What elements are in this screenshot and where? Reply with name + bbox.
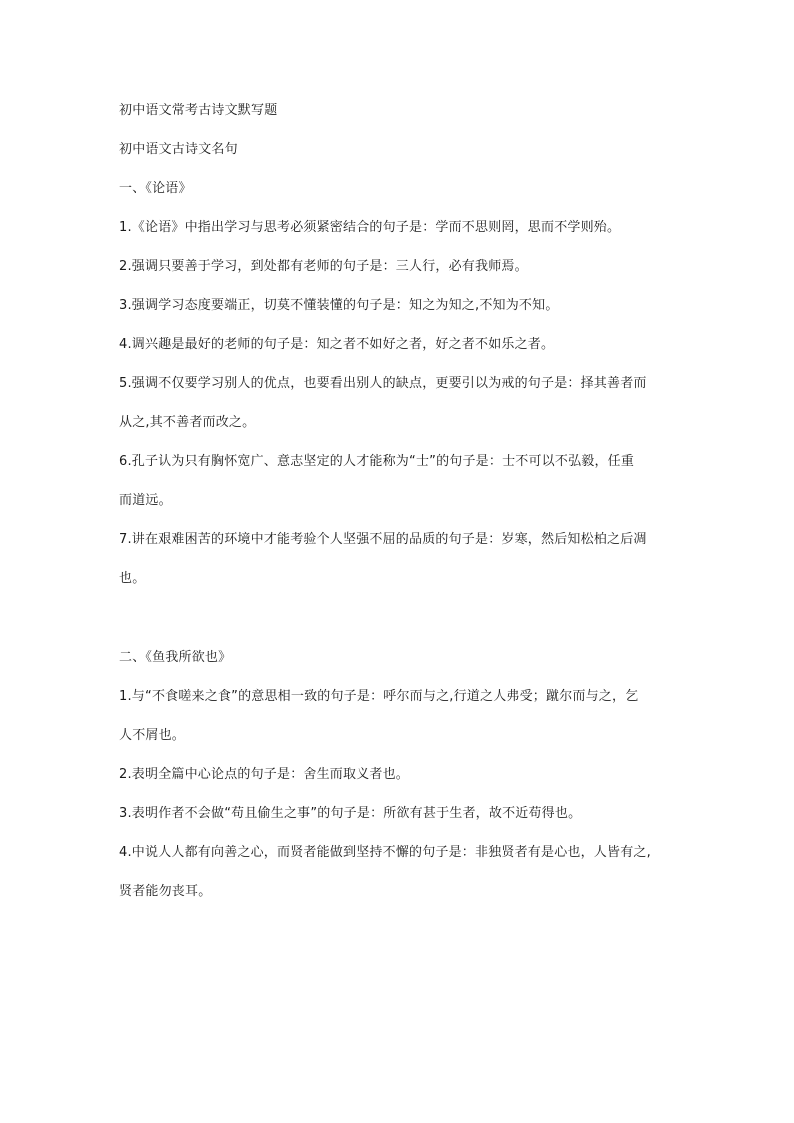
list-item (119, 338, 679, 351)
list-item (119, 221, 679, 234)
paragraph-line: 3.强调学习态度要端正，切莫不懂装懂的句子是：知之为知之,不知为不知。 (119, 298, 559, 313)
document-body (119, 104, 679, 924)
paragraph-line: 1.与“不食嗟来之食”的意思相一致的句子是：呼尔而与之,行道之人弗受；蹴尔而与之，乞 (119, 689, 639, 704)
paragraph-line: 2.强调只要善于学习，到处都有老师的句子是：三人行，必有我师焉。 (119, 259, 528, 274)
paragraph-line: 4.中说人人都有向善之心，而贤者能做到坚持不懈的句子是：非独贤者有是心也，人皆有之, (119, 845, 651, 860)
section-heading-yuwosuoyuye: 二、《鱼我所欲也》 (119, 650, 232, 665)
paragraph-line: 4.调兴趣是最好的老师的句子是：知之者不如好之者，好之者不如乐之者。 (119, 337, 555, 352)
list-item (119, 260, 679, 273)
document-subtitle: 初中语文古诗文名句 (119, 142, 238, 157)
paragraph-line: 人不屑也。 (119, 728, 186, 743)
section-heading-lunyu: 一、《论语》 (119, 181, 192, 196)
list-item (119, 690, 679, 742)
list-item (119, 455, 679, 507)
list-item (119, 807, 679, 820)
paragraph-line: 5.强调不仅要学习别人的优点，也要看出别人的缺点，更要引以为戒的句子是：择其善者而 (119, 376, 647, 391)
list-item (119, 533, 679, 585)
list-item (119, 299, 679, 312)
list-item (119, 768, 679, 781)
paragraph-line: 贤者能勿丧耳。 (119, 884, 212, 899)
paragraph-line: 而道远。 (119, 493, 172, 508)
list-item (119, 377, 679, 429)
paragraph-line: 也。 (119, 571, 146, 586)
list-item (119, 846, 679, 898)
paragraph-line: 2.表明全篇中心论点的句子是：舍生而取义者也。 (119, 767, 410, 782)
paragraph-line: 从之,其不善者而改之。 (119, 415, 256, 430)
section-spacer (119, 611, 679, 651)
paragraph-line: 1.《论语》中指出学习与思考必须紧密结合的句子是：学而不思则罔，思而不学则殆。 (119, 220, 621, 235)
paragraph-line: 6.孔子认为只有胸怀宽广、意志坚定的人才能称为“士”的句子是：士不可以不弘毅，任重 (119, 454, 635, 469)
paragraph-line: 7.讲在艰难困苦的环境中才能考验个人坚强不屈的品质的句子是：岁寒，然后知松柏之后凋 (119, 532, 647, 547)
paragraph-line: 3.表明作者不会做“苟且偷生之事”的句子是：所欲有甚于生者，故不近苟得也。 (119, 806, 582, 821)
document-title: 初中语文常考古诗文默写题 (119, 103, 278, 118)
